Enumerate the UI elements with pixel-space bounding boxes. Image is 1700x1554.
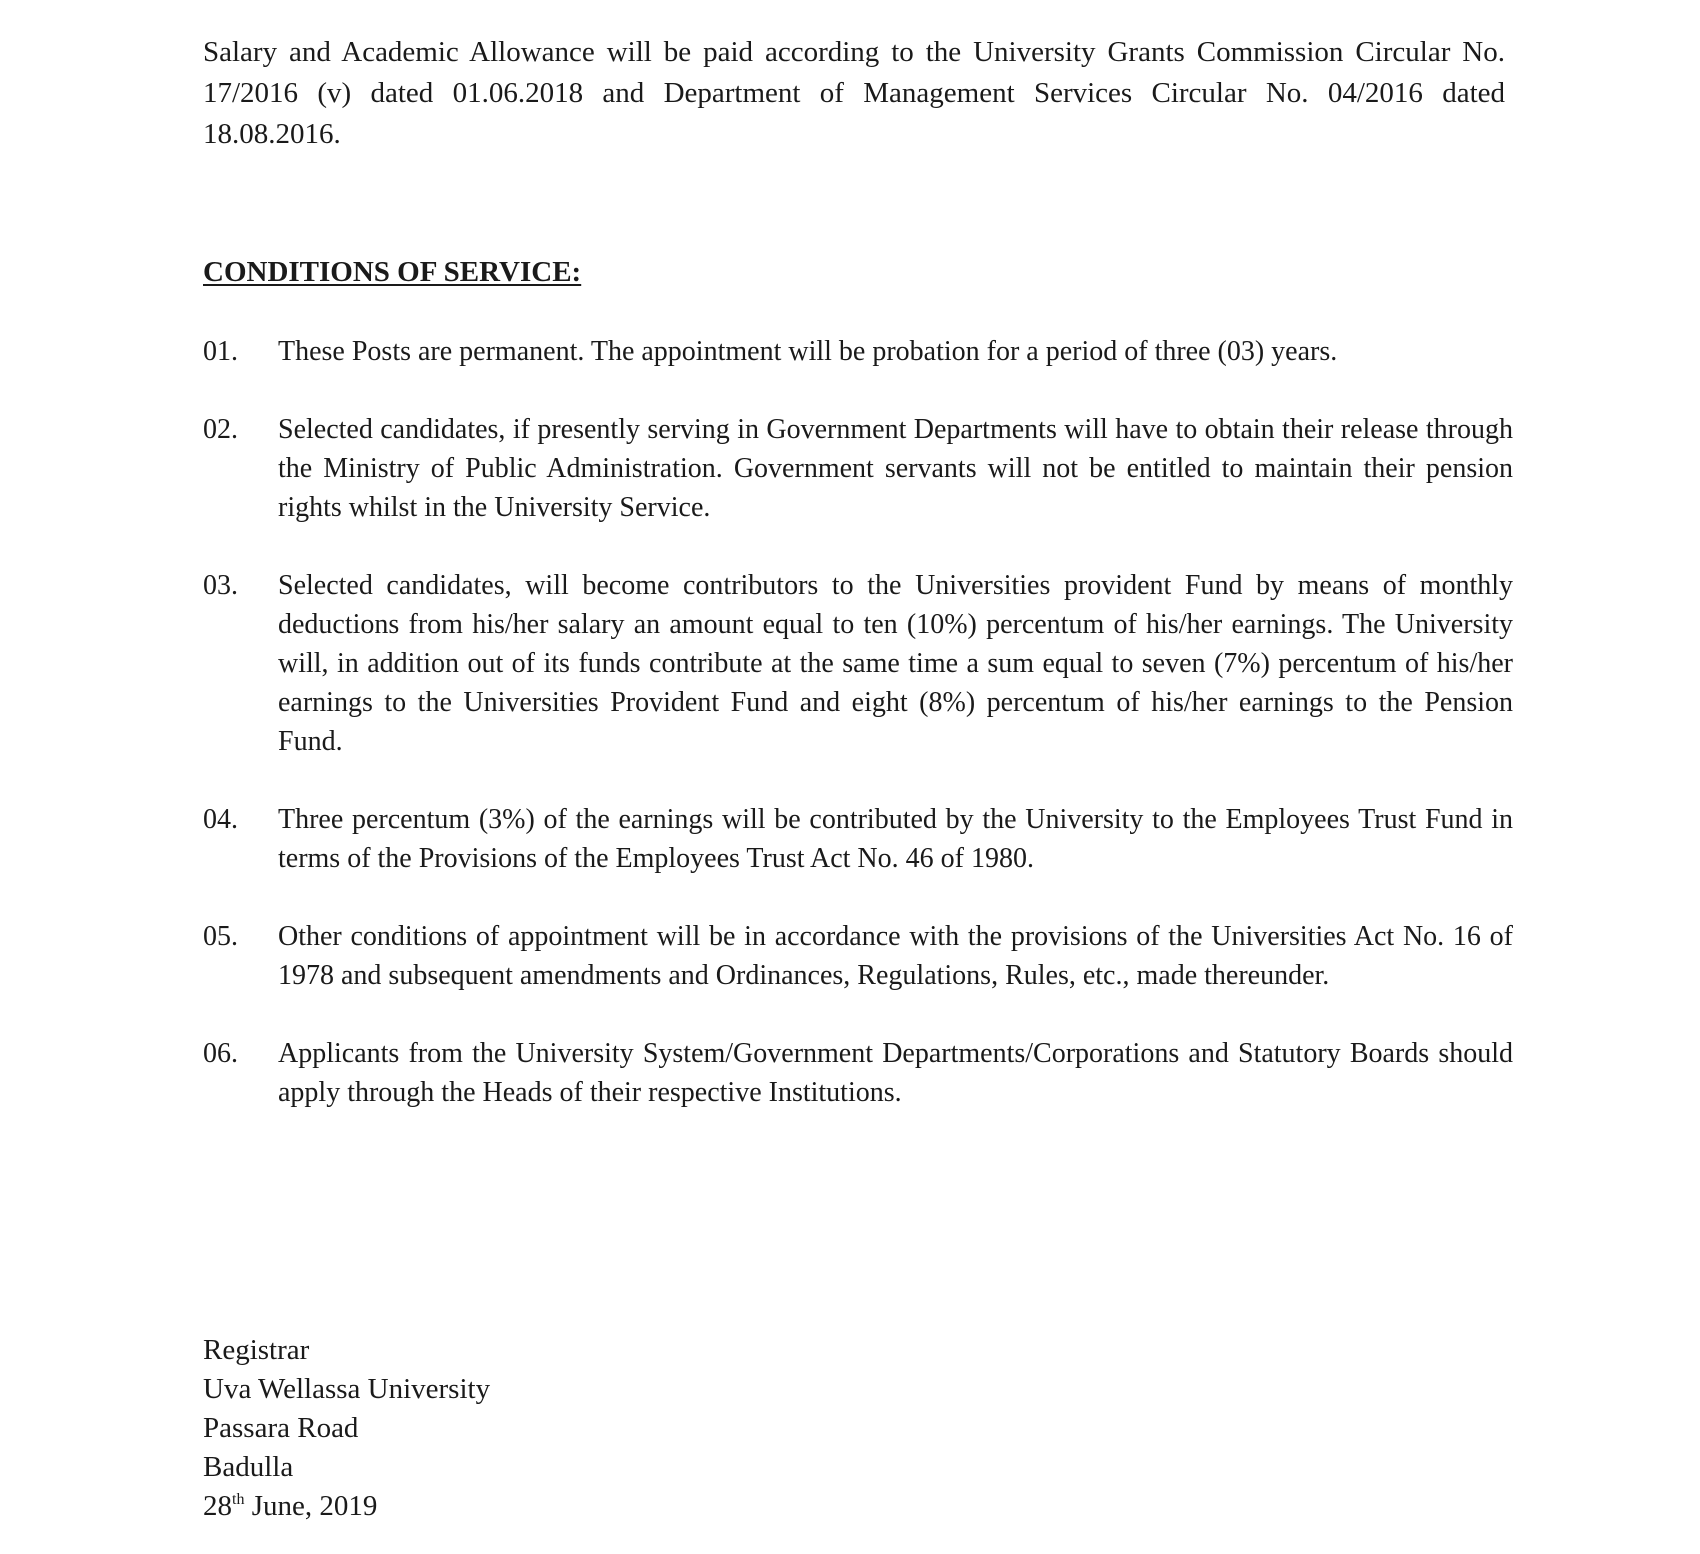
institution-name: Uva Wellassa University bbox=[203, 1373, 491, 1405]
condition-number: 04. bbox=[203, 804, 238, 835]
address-road: Passara Road bbox=[203, 1412, 359, 1444]
condition-number: 02. bbox=[203, 414, 238, 445]
condition-text: Other conditions of appointment will be in accordance with the provisions of the Universities Act No. 16 of 1978 and subsequent amendments and Ordinances, Regulations, Rules, etc., made thereunder. bbox=[278, 921, 1513, 991]
condition-item-01 bbox=[203, 332, 1513, 371]
condition-item-04 bbox=[203, 800, 1513, 878]
condition-number: 06. bbox=[203, 1038, 238, 1069]
condition-item-02 bbox=[203, 410, 1513, 527]
condition-text: Selected candidates, if presently serving in Government Departments will have to obtain their release through the Ministry of Public Administration. Government servants will not be entitled to maintain their pension rights whilst in the University Service. bbox=[278, 414, 1513, 523]
condition-text: Selected candidates, will become contributors to the Universities provident Fund by means of monthly deductions from his/her salary an amount equal to ten (10%) percentum of his/her earnings. The University will, in addition out of its funds contribute at the same time a sum equal to seven (7%) percentum of his/her earnings to the Universities Provident Fund and eight (8%) percentum of his/her earnings to the Pension Fund. bbox=[278, 570, 1513, 757]
condition-item-05 bbox=[203, 917, 1513, 995]
document-date bbox=[203, 1487, 490, 1526]
condition-item-06 bbox=[203, 1034, 1513, 1112]
conditions-heading: CONDITIONS OF SERVICE: bbox=[203, 256, 582, 288]
condition-text: Applicants from the University System/Government Departments/Corporations and Statutory Boards should apply through the Heads of their respective Institutions. bbox=[278, 1038, 1513, 1108]
salary-paragraph: Salary and Academic Allowance will be paid according to the University Grants Commission Circular No. 17/2016 (v) dated 01.06.2018 and Department of Management Services Circular No. 04/2016 dated 18.08.2016. bbox=[203, 36, 1505, 150]
date-ordinal-suffix: th bbox=[232, 1491, 245, 1508]
address-city: Badulla bbox=[203, 1451, 294, 1483]
signatory-title: Registrar bbox=[203, 1334, 310, 1366]
date-month-year: June, 2019 bbox=[244, 1490, 378, 1522]
condition-number: 05. bbox=[203, 921, 238, 952]
conditions-list bbox=[203, 332, 1513, 1112]
condition-number: 03. bbox=[203, 570, 238, 601]
date-day: 28 bbox=[203, 1490, 232, 1522]
signature-block bbox=[203, 1331, 490, 1526]
condition-text: Three percentum (3%) of the earnings will be contributed by the University to the Employees Trust Fund in terms of the Provisions of the Employees Trust Act No. 46 of 1980. bbox=[278, 804, 1513, 874]
condition-text: These Posts are permanent. The appointment will be probation for a period of three (03) years. bbox=[278, 336, 1338, 367]
condition-number: 01. bbox=[203, 336, 238, 367]
condition-item-03 bbox=[203, 566, 1513, 761]
